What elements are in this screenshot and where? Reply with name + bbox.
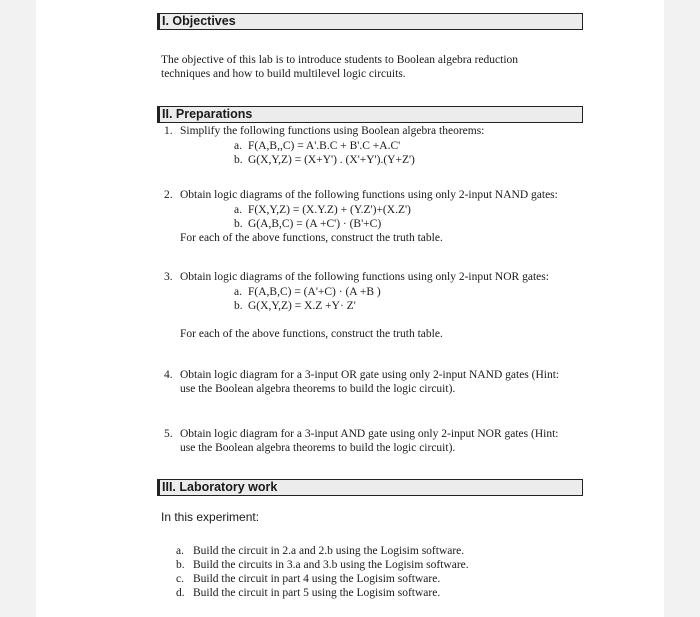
lab-item-a [176, 544, 464, 558]
lab-item-d-label: d. [176, 587, 185, 599]
lab-item-b-label: b. [176, 559, 185, 571]
lab-item-a-label: a. [176, 545, 184, 557]
prep-item-1-text: Simplify the following functions using Boolean algebra theorems: [180, 125, 485, 137]
lab-item-c [176, 572, 440, 586]
prep-item-2b [234, 217, 381, 231]
lab-work-intro: In this experiment: [161, 510, 260, 524]
prep-item-4-number: 4. [164, 369, 173, 381]
prep-item-3a [234, 285, 381, 299]
objectives-text-line1: The objective of this lab is to introduce students to Boolean algebra reduction [161, 54, 519, 66]
prep-item-1a-text: F(A,B,,C) = A'.B.C + B'.C +A.C' [248, 140, 401, 152]
prep-item-4 [164, 368, 559, 382]
prep-item-5-line2: use the Boolean algebra theorems to build the logic circuit). [180, 442, 456, 454]
lab-item-d-text: Build the circuit in part 5 using the Logisim software. [193, 587, 441, 599]
prep-item-2b-label: b. [234, 218, 243, 230]
prep-item-3-number: 3. [164, 271, 173, 283]
prep-item-5-text: Obtain logic diagram for a 3-input AND gate using only 2-input NOR gates (Hint: [180, 428, 559, 440]
prep-item-2b-text: G(A,B,C) = (A +C') · (B'+C) [248, 218, 382, 230]
prep-item-2a-text: F(X,Y,Z) = (X.Y.Z) + (Y.Z')+(X.Z') [248, 204, 411, 216]
prep-item-1a [234, 139, 400, 153]
prep-item-1 [164, 124, 484, 138]
lab-work-header-label: III. Laboratory work [162, 480, 278, 494]
objectives-header-label: I. Objectives [162, 14, 236, 28]
prep-item-2-after: For each of the above functions, construct the truth table. [180, 232, 443, 244]
prep-item-5-number: 5. [164, 428, 173, 440]
prep-item-3 [164, 270, 549, 284]
prep-item-2-number: 2. [164, 189, 173, 201]
objectives-header [157, 13, 583, 30]
prep-item-4-line2: use the Boolean algebra theorems to build the logic circuit). [180, 383, 456, 395]
prep-item-5 [164, 427, 558, 441]
preparations-header [157, 106, 583, 123]
prep-item-3a-text: F(A,B,C) = (A'+C) · (A +B ) [248, 286, 381, 298]
prep-item-1b [234, 153, 415, 167]
prep-item-3-text: Obtain logic diagrams of the following functions using only 2-input NOR gates: [180, 271, 549, 283]
prep-item-3-after: For each of the above functions, construct the truth table. [180, 328, 443, 340]
prep-item-1b-label: b. [234, 154, 243, 166]
prep-item-3b-label: b. [234, 300, 243, 312]
lab-work-header [157, 479, 583, 496]
prep-item-3b [234, 299, 356, 313]
prep-item-3a-label: a. [234, 286, 242, 298]
lab-item-c-text: Build the circuit in part 4 using the Logisim software. [193, 573, 441, 585]
prep-item-1a-label: a. [234, 140, 242, 152]
prep-item-3b-text: G(X,Y,Z) = X.Z +Y· Z' [248, 300, 356, 312]
prep-item-2 [164, 188, 558, 202]
lab-item-a-text: Build the circuit in 2.a and 2.b using the Logisim software. [193, 545, 465, 557]
preparations-header-label: II. Preparations [162, 107, 253, 121]
prep-item-2-text: Obtain logic diagrams of the following functions using only 2-input NAND gates: [180, 189, 558, 201]
lab-item-b [176, 558, 469, 572]
objectives-text-line2: techniques and how to build multilevel logic circuits. [161, 68, 406, 80]
prep-item-2a [234, 203, 411, 217]
prep-item-1b-text: G(X,Y,Z) = (X+Y') . (X'+Y').(Y+Z') [248, 154, 415, 166]
prep-item-1-number: 1. [164, 125, 173, 137]
prep-item-2a-label: a. [234, 204, 242, 216]
lab-item-d [176, 586, 440, 600]
lab-item-c-label: c. [176, 573, 184, 585]
lab-item-b-text: Build the circuits in 3.a and 3.b using the Logisim software. [193, 559, 469, 571]
prep-item-4-text: Obtain logic diagram for a 3-input OR gate using only 2-input NAND gates (Hint: [180, 369, 560, 381]
document-page [36, 0, 664, 617]
